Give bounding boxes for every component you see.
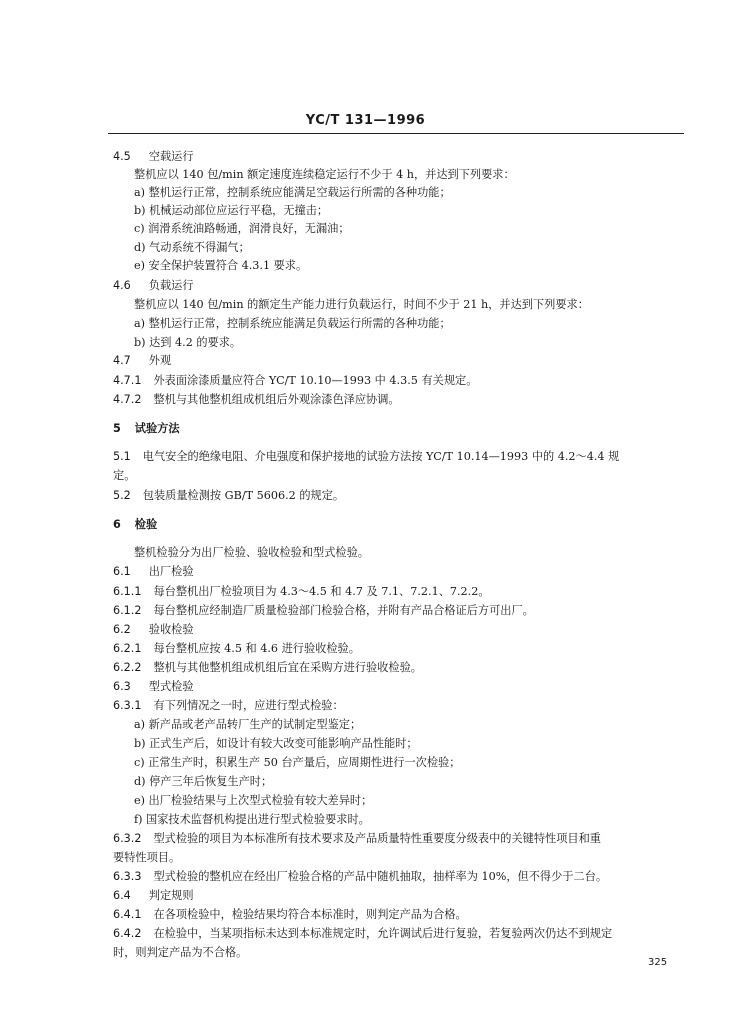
clause-line	[113, 421, 180, 436]
clause-line	[113, 565, 194, 579]
clause-line	[113, 680, 194, 694]
clause-text: 每台整机出厂检验项目为 4.3～4.5 和 4.7 及 7.1、7.2.1、7.2.2。	[153, 585, 490, 598]
clause-text: a) 整机运行正常，控制系统应能满足负载运行所需的各种功能；	[134, 317, 451, 330]
clause-text: 型式检验	[148, 680, 194, 693]
clause-line	[113, 661, 422, 675]
text-line	[134, 259, 307, 273]
text-line	[134, 317, 451, 331]
text-line	[134, 204, 328, 218]
text-line	[134, 775, 272, 789]
text-line	[134, 813, 370, 827]
clause-text: 定。	[113, 469, 136, 482]
clause-text: a) 整机运行正常，控制系统应能满足空载运行所需的各种功能；	[134, 186, 451, 199]
clause-text: e) 出厂检验结果与上次型式检验有较大差异时；	[134, 794, 373, 807]
clause-text: 在检验中，当某项指标未达到本标准规定时，允许调试后进行复验，若复验两次仍达不到规定	[153, 927, 613, 940]
text-line	[134, 336, 241, 350]
text-line	[134, 794, 372, 808]
clause-text: 时，则判定产品为不合格。	[113, 946, 248, 959]
clause-line	[113, 604, 534, 618]
clause-number: 6.3.1	[113, 699, 142, 712]
clause-number: 5	[113, 422, 121, 435]
clause-text: 在各项检验中，检验结果均符合本标准时，则判定产品为合格。	[153, 908, 467, 921]
clause-line	[113, 623, 194, 637]
clause-text: e) 安全保护装置符合 4.3.1 要求。	[134, 259, 308, 272]
clause-text: 每台整机应经制造厂质量检验部门检验合格，并附有产品合格证后方可出厂。	[153, 604, 534, 617]
text-line	[134, 168, 515, 182]
text-line	[134, 186, 451, 200]
clause-line	[113, 585, 490, 599]
clause-number: 4.7	[113, 354, 131, 367]
clause-number: 6.3.2	[113, 832, 142, 845]
clause-line	[113, 150, 194, 164]
clause-text: 整机应以 140 包/min 额定速度连续稳定运行不少于 4 h，并达到下列要求：	[134, 168, 515, 181]
clause-line	[113, 517, 157, 532]
clause-text: c) 润滑系统油路畅通，润滑良好，无漏油；	[134, 222, 350, 235]
clause-line	[113, 699, 344, 713]
text-line	[134, 718, 361, 732]
clause-line	[113, 889, 194, 903]
clause-text: 型式检验的项目为本标准所有技术要求及产品质量特性重要度分级表中的关键特性项目和重	[153, 832, 601, 845]
clause-number: 6.2.2	[113, 661, 142, 674]
clause-text: 验收检验	[148, 623, 194, 636]
text-line	[113, 469, 135, 483]
clause-number: 6.2.1	[113, 642, 142, 655]
header-divider	[108, 133, 684, 134]
clause-text: d) 停产三年后恢复生产时；	[134, 775, 273, 788]
clause-line	[113, 832, 601, 846]
clause-number: 6	[113, 518, 121, 531]
clause-number: 4.6	[113, 279, 131, 292]
clause-text: 试验方法	[134, 421, 180, 435]
clause-line	[113, 354, 171, 368]
clause-text: 空载运行	[148, 150, 194, 163]
text-line	[134, 546, 369, 560]
clause-text: 负载运行	[148, 279, 194, 292]
clause-text: b) 正式生产后，如设计有较大改变可能影响产品性能时；	[134, 737, 418, 750]
clause-line	[113, 642, 360, 656]
text-line	[134, 737, 418, 751]
text-line	[134, 298, 589, 312]
clause-text: 检验	[134, 517, 158, 531]
clause-text: 出厂检验	[148, 565, 194, 578]
clause-text: 整机应以 140 包/min 的额定生产能力进行负载运行，时间不少于 21 h，并达到下列要求：	[134, 298, 589, 311]
clause-number: 6.1.2	[113, 604, 142, 617]
clause-text: 整机检验分为出厂检验、验收检验和型式检验。	[134, 546, 369, 559]
clause-line	[113, 870, 607, 884]
clause-line	[113, 279, 194, 293]
clause-text: 判定规则	[148, 889, 194, 902]
clause-number: 4.5	[113, 150, 131, 163]
clause-number: 6.3.3	[113, 870, 142, 883]
clause-line	[113, 908, 467, 922]
text-line	[113, 946, 247, 960]
clause-number: 6.4.1	[113, 908, 142, 921]
clause-number: 6.4	[113, 889, 131, 902]
clause-number: 6.1	[113, 565, 131, 578]
clause-text: b) 达到 4.2 的要求。	[134, 336, 242, 349]
clause-line	[113, 927, 612, 941]
clause-number: 6.2	[113, 623, 131, 636]
clause-text: d) 气动系统不得漏气；	[134, 241, 250, 254]
text-line	[134, 222, 350, 236]
clause-number: 5.1	[113, 450, 131, 463]
clause-text: 整机与其他整机组成机组后宜在采购方进行验收检验。	[153, 661, 422, 674]
clause-line	[113, 374, 477, 388]
clause-text: 型式检验的整机应在经出厂检验合格的产品中随机抽取，抽样率为 10%，但不得少于二台。	[153, 870, 608, 883]
clause-number: 4.7.2	[113, 393, 142, 406]
clause-text: 外表面涂漆质量应符合 YC/T 10.10—1993 中 4.3.5 有关规定。	[153, 374, 478, 387]
clause-text: 有下列情况之一时，应进行型式检验：	[153, 699, 344, 712]
clause-number: 6.1.1	[113, 585, 142, 598]
clause-line	[113, 450, 619, 464]
clause-line	[113, 489, 344, 503]
clause-text: 整机与其他整机组成机组后外观涂漆色泽应协调。	[153, 393, 400, 406]
clause-number: 6.3	[113, 680, 131, 693]
clause-text: c) 正常生产时，积累生产 50 台产量后，应周期性进行一次检验；	[134, 756, 461, 769]
clause-text: 包装质量检测按 GB/T 5606.2 的规定。	[142, 489, 345, 502]
clause-number: 5.2	[113, 489, 131, 502]
clause-text: 电气安全的绝缘电阻、介电强度和保护接地的试验方法按 YC/T 10.14—1993 中的 4.2～4.4 规	[142, 450, 620, 463]
clause-line	[113, 393, 400, 407]
clause-text: 要特性项目。	[113, 851, 181, 864]
clause-text: a) 新产品或老产品转厂生产的试制定型鉴定；	[134, 718, 362, 731]
text-line	[113, 851, 180, 865]
text-line	[134, 756, 460, 770]
clause-number: 4.7.1	[113, 374, 142, 387]
standard-header: YC/T 131—1996	[305, 113, 426, 128]
clause-number: 6.4.2	[113, 927, 142, 940]
text-line	[134, 241, 250, 255]
clause-text: f) 国家技术监督机构提出进行型式检验要求时。	[134, 813, 370, 826]
clause-text: 外观	[148, 354, 172, 367]
page-number: 325	[648, 957, 668, 968]
clause-text: b) 机械运动部位应运行平稳，无撞击；	[134, 204, 329, 217]
clause-text: 每台整机应按 4.5 和 4.6 进行验收检验。	[153, 642, 360, 655]
